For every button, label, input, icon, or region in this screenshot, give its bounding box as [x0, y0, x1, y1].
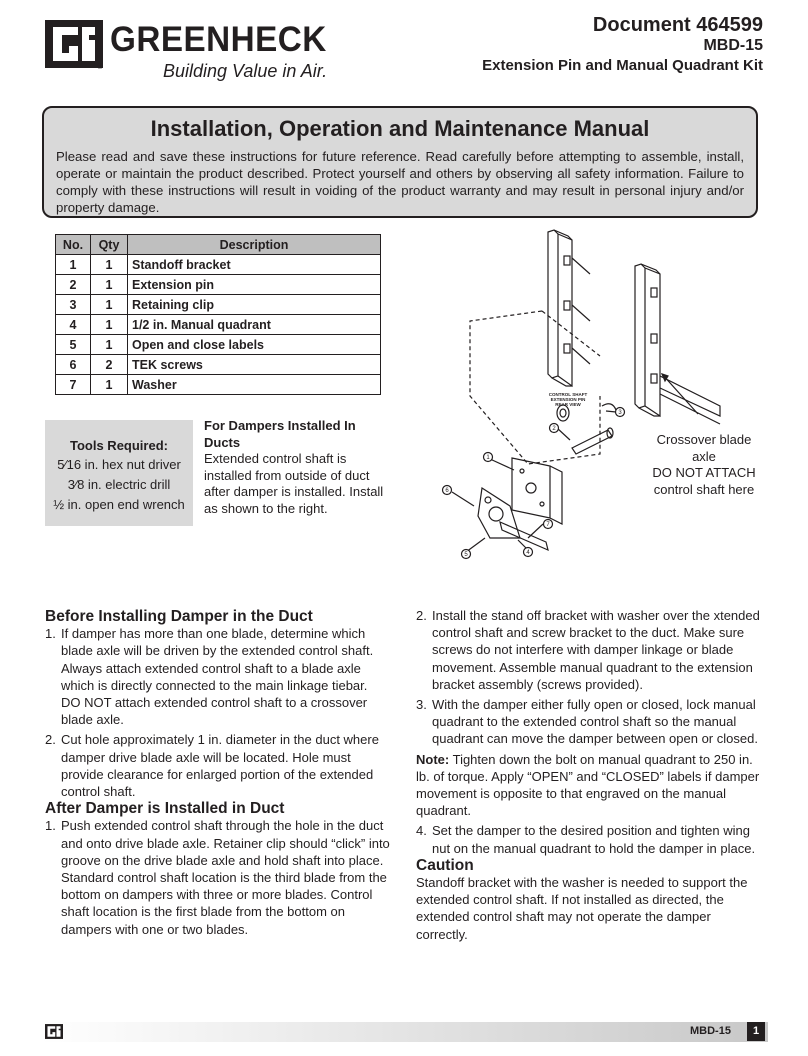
table-cell: 2 — [56, 275, 91, 295]
caution-heading: Caution — [416, 856, 474, 874]
damper-frame-left — [548, 230, 558, 378]
ducts-note-heading: For Dampers Installed In Ducts — [204, 418, 356, 450]
table-cell: Open and close labels — [128, 335, 381, 355]
table-cell: 5 — [56, 335, 91, 355]
tool-item: 3⁄8 in. electric drill — [67, 477, 171, 492]
brand-name: GREENHECK — [110, 20, 327, 59]
table-cell: 1/2 in. Manual quadrant — [128, 315, 381, 335]
list-item: 2. Cut hole approximately 1 in. diameter in the duct where damper drive blade axle will be located. Hole must provide clearance for enlarged portion of the extended control shaft. — [45, 732, 379, 800]
crossover-callout — [648, 432, 760, 498]
inset-label-extension-pin: EXTENSION PIN — [550, 397, 586, 402]
table-cell: 1 — [91, 315, 128, 335]
part-number-6: 6 — [445, 488, 449, 494]
callout-crossover-axle: Crossover blade axle — [656, 432, 752, 464]
parts-table — [55, 234, 381, 395]
list-item: 1. Push extended control shaft through the hole in the duct and onto drive blade axle. Retainer clip should “click” into groove on the drive blade axle and hold shaft into place. Standard control shaft location is the third blade from the bottom on dampers with three or more blades. Control shaft location is the first blade from the bottom on dampers with one or two blades. — [45, 818, 390, 937]
ducts-note — [204, 418, 389, 517]
tool-item: ½ in. open end wrench — [53, 497, 185, 512]
brand-tagline: Building Value in Air. — [163, 61, 328, 81]
table-cell: 2 — [91, 355, 128, 375]
manual-banner — [42, 106, 758, 218]
table-cell: Washer — [128, 375, 381, 395]
model-number: MBD-15 — [703, 37, 763, 54]
installation-diagram — [430, 226, 770, 571]
after-installed-heading: After Damper is Installed in Duct — [45, 800, 285, 818]
torque-note: Note: Tighten down the bolt on manual quadrant to 250 in. lb. of torque. Apply “OPEN” and “CLOSED” labels if damper movement is opposite to that engraved on the manual quadrant. — [416, 751, 760, 819]
part-number-5: 5 — [464, 552, 468, 558]
table-row — [56, 295, 381, 315]
standoff-bracket — [512, 458, 550, 518]
greenheck-footer-logo-icon — [45, 1024, 63, 1039]
manual-title: Installation, Operation and Maintenance Manual — [150, 116, 650, 141]
manual-quadrant — [478, 488, 520, 538]
table-cell: 3 — [56, 295, 91, 315]
table-row — [56, 315, 381, 335]
manual-intro: Please read and save these instructions for future reference. Read carefully before attempting to assemble, install, operate or maintain the product described. Protect yourself and others by observing all safety information. Failure to comply with these instructions will result in voiding of the product warranty and may result in personal injury and/or property damage. — [56, 149, 744, 215]
inset-label-control-shaft: CONTROL SHAFT — [548, 392, 588, 397]
column-header: Description — [128, 235, 381, 255]
table-row — [56, 255, 381, 275]
table-cell: 4 — [56, 315, 91, 335]
table-cell: 1 — [91, 375, 128, 395]
part-number-7: 7 — [546, 522, 550, 528]
damper-frame-right — [635, 264, 645, 408]
part-number-4: 4 — [526, 550, 530, 556]
table-cell: 1 — [91, 275, 128, 295]
table-cell: 1 — [56, 255, 91, 275]
before-installing-heading: Before Installing Damper in the Duct — [45, 608, 313, 625]
tools-title: Tools Required: — [70, 438, 168, 453]
table-row — [56, 335, 381, 355]
callout-do-not-attach: DO NOT ATTACH control shaft here — [652, 465, 756, 497]
part-number-3: 3 — [618, 410, 622, 416]
footer-model: MBD-15 — [690, 1025, 731, 1037]
list-item: 3. With the damper either fully open or closed, lock manual quadrant to the extended control shaft so the manual quadrant can move the damper between open or closed. — [416, 697, 758, 747]
right-column — [416, 607, 764, 943]
kit-title: Extension Pin and Manual Quadrant Kit — [482, 57, 763, 74]
table-header-row — [56, 235, 381, 255]
document-number: Document 464599 — [592, 14, 763, 36]
table-row — [56, 275, 381, 295]
page-number: 1 — [747, 1022, 765, 1041]
table-cell: Standoff bracket — [128, 255, 381, 275]
table-cell: 1 — [91, 295, 128, 315]
table-cell: 1 — [91, 335, 128, 355]
list-item: 2. Install the stand off bracket with washer over the xtended control shaft and screw bracket to the duct. Make sure screws do not interfere with damper linkage or blade movement. Assemble manual quadrant to the extension bracket assembly (screws provided). — [416, 608, 760, 692]
greenheck-logo-icon — [45, 20, 103, 68]
table-cell: 6 — [56, 355, 91, 375]
left-column — [45, 608, 390, 938]
column-header: No. — [56, 235, 91, 255]
list-item: 4. Set the damper to the desired position and tighten wing nut on the manual quadrant to hold the damper in place. — [416, 823, 756, 856]
table-cell: 7 — [56, 375, 91, 395]
list-item: 1. If damper has more than one blade, determine which blade axle will be driven by the extended control shaft. Always attach extended control shaft to a blade axle which is directly connected to the main linkage tiebar. DO NOT attach extended control shaft to a crossover blade axle. — [45, 626, 374, 728]
table-cell: TEK screws — [128, 355, 381, 375]
table-cell: 1 — [91, 255, 128, 275]
part-number-1: 1 — [486, 455, 490, 461]
table-cell: Retaining clip — [128, 295, 381, 315]
tools-required-box — [45, 420, 193, 526]
ducts-note-text: Extended control shaft is installed from outside of duct after damper is installed. Install as shown to the right. — [204, 451, 384, 516]
table-row — [56, 355, 381, 375]
registered-mark: ® — [97, 62, 103, 71]
inset-label-rear-view: REAR VIEW — [555, 402, 581, 407]
table-row — [56, 375, 381, 395]
extension-pin-shaft — [572, 430, 612, 454]
table-cell: Extension pin — [128, 275, 381, 295]
tool-item: 5⁄16 in. hex nut driver — [57, 457, 181, 472]
part-number-2: 2 — [552, 426, 556, 432]
footer-bar — [40, 1022, 768, 1042]
column-header: Qty — [91, 235, 128, 255]
caution-text: Standoff bracket with the washer is needed to support the extended control shaft. If not installed as directed, the extended control shaft may not operate the damper correctly. — [416, 875, 748, 942]
